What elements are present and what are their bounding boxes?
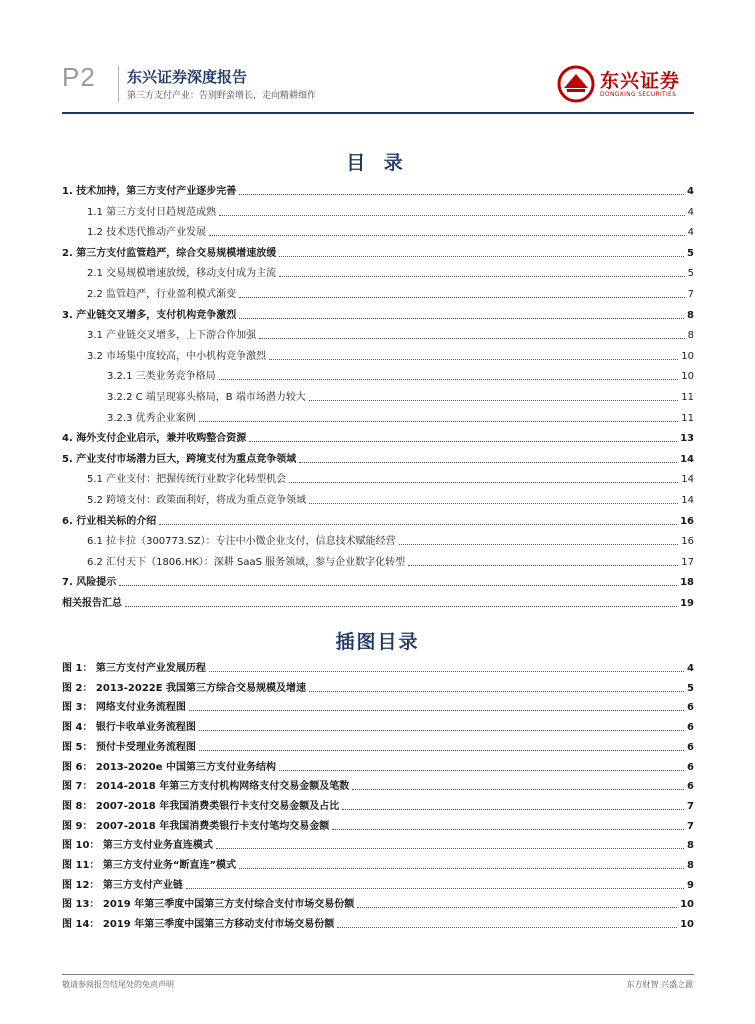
dot-leader	[216, 847, 684, 849]
toc-entry-page: 5	[687, 247, 694, 259]
company-logo	[556, 64, 706, 104]
toc-entry-label: 6. 行业相关标的介绍	[62, 515, 157, 527]
dot-leader	[309, 502, 678, 504]
toc-entry-label: 7. 风险提示	[62, 577, 117, 589]
report-subtitle: 第三方支付产业：告别野蛮增长，走向精耕细作	[127, 91, 317, 101]
figure-entry[interactable]	[62, 872, 694, 892]
figure-entry-page: 4	[687, 663, 694, 674]
toc-entry-page: 14	[680, 453, 694, 465]
dot-leader	[239, 317, 684, 319]
figure-entry[interactable]	[62, 694, 694, 714]
dot-leader	[337, 926, 677, 928]
figure-entry[interactable]	[62, 813, 694, 833]
dot-leader	[199, 729, 684, 731]
dot-leader	[279, 255, 684, 257]
toc-entry-page: 7	[687, 289, 694, 300]
figure-list-title: 插图目录	[335, 631, 420, 653]
dot-leader	[125, 605, 677, 607]
figure-entry-page: 9	[687, 879, 694, 891]
toc-entry-label: 3.2.3 优秀企业案例	[107, 412, 196, 424]
dot-leader	[249, 440, 677, 442]
figure-entry-label: 图 10： 第三方支付业务直连模式	[62, 840, 213, 852]
toc-entry-label: 6.1 拉卡拉（300773.SZ）：专注中小微企业支付，信息技术赋能经营	[87, 536, 396, 548]
toc-entry[interactable]	[87, 199, 694, 219]
footer-rule	[62, 974, 694, 975]
dot-leader	[209, 234, 685, 236]
toc-entry-label: 5. 产业支付市场潜力巨大，跨境支付为重点竞争领域	[62, 453, 297, 465]
figure-entry[interactable]	[62, 773, 694, 793]
toc-entry[interactable]	[87, 322, 694, 342]
figure-entry-page: 6	[687, 722, 694, 734]
toc-entry[interactable]	[87, 466, 694, 486]
figure-entry-page: 10	[680, 899, 694, 911]
toc-entry-label: 3.2.2 C 端呈现寡头格局，B 端市场潜力较大	[107, 392, 306, 403]
figure-entry-label: 图 1： 第三方支付产业发展历程	[62, 663, 206, 674]
toc-entry-label: 3.2.1 三类业务竞争格局	[107, 371, 216, 383]
dot-leader	[279, 769, 684, 771]
dot-leader	[159, 523, 677, 525]
dot-leader	[289, 481, 678, 483]
dot-leader	[199, 749, 684, 751]
toc-entry-label: 1.1 第三方支付日趋规范成熟	[87, 206, 217, 218]
toc-entry-page: 10	[681, 350, 694, 362]
footer-disclaimer: 敬请参阅报告结尾处的免责声明	[62, 980, 174, 989]
toc-entry-page: 16	[680, 515, 694, 527]
figure-entry[interactable]	[62, 911, 694, 931]
figure-entry-page: 6	[687, 702, 694, 714]
dot-leader	[342, 808, 684, 810]
figure-entry-label: 图 5： 预付卡受理业务流程图	[62, 741, 196, 753]
figure-entry-label: 图 11： 第三方支付业务“断直连”模式	[62, 860, 237, 871]
page-number: P2	[62, 62, 96, 92]
toc-entry[interactable]	[62, 178, 694, 198]
toc-entry[interactable]	[107, 405, 694, 425]
toc-entry[interactable]	[62, 446, 694, 466]
toc-entry-page: 18	[680, 577, 694, 589]
toc-entry-page: 4	[687, 227, 694, 239]
figure-entry[interactable]	[62, 891, 694, 911]
toc-entry-label: 4. 海外支付企业启示，兼并收购整合资源	[62, 433, 247, 445]
toc-entry-page: 11	[681, 412, 694, 424]
figure-entry[interactable]	[62, 714, 694, 734]
toc-entry-label: 2.1 交易规模增速放缓，移动支付成为主流	[87, 268, 277, 280]
toc-entry-page: 17	[681, 556, 694, 568]
figure-entry[interactable]	[62, 832, 694, 852]
toc-entry-page: 8	[687, 309, 694, 321]
figure-entry[interactable]	[62, 754, 694, 774]
toc-entry-page: 4	[687, 186, 694, 197]
toc-entry-page: 11	[681, 392, 694, 403]
toc-entry-label: 2.2 监管趋严，行业盈利模式渐变	[87, 289, 237, 300]
toc-entry-label: 1. 技术加持，第三方支付产业逐步完善	[62, 186, 237, 197]
toc-entry[interactable]	[87, 528, 694, 548]
toc-entry[interactable]	[62, 302, 694, 322]
dot-leader	[279, 275, 685, 277]
figure-entry-label: 图 8： 2007-2018 年我国消费类银行卡支付交易金额及占比	[62, 800, 340, 812]
dot-leader	[239, 193, 684, 195]
dot-leader	[189, 709, 684, 711]
dot-leader	[209, 670, 684, 672]
figure-entry[interactable]	[62, 734, 694, 754]
figure-entry-label: 图 7： 2014-2018 年第三方支付机构网络支付交易金额及笔数	[62, 781, 350, 793]
toc-entry-label: 3.1 产业链交叉增多，上下游合作加强	[87, 330, 257, 342]
dot-leader	[332, 828, 684, 830]
toc-entry-page: 5	[687, 268, 694, 280]
figure-entry-label: 图 14： 2019 年第三季度中国第三方移动支付市场交易份额	[62, 919, 335, 931]
figure-entry-page: 7	[687, 820, 694, 832]
toc-entry[interactable]	[87, 260, 694, 280]
figure-entry-label: 图 2： 2013-2022E 我国第三方综合交易规模及增速	[62, 682, 307, 694]
toc-entry[interactable]	[87, 219, 694, 239]
dot-leader	[357, 906, 677, 908]
dot-leader	[352, 788, 684, 790]
toc-entry-label: 3. 产业链交叉增多，支付机构竞争激烈	[62, 309, 237, 321]
toc-entry-page: 10	[681, 371, 694, 383]
figure-entry-page: 5	[687, 682, 694, 694]
header-rule	[62, 112, 694, 114]
figure-entry-label: 图 13： 2019 年第三季度中国第三方支付综合支付市场交易份额	[62, 899, 355, 911]
toc-entry[interactable]	[62, 508, 694, 528]
dot-leader	[408, 564, 678, 566]
logo-text-en: DONGXING SECURITIES	[600, 91, 677, 98]
figure-entry-label: 图 4： 银行卡收单业务流程图	[62, 722, 196, 734]
figure-entry-page: 8	[687, 860, 694, 871]
figure-entry-label: 图 12： 第三方支付产业链	[62, 879, 183, 891]
toc-entry-page: 13	[680, 433, 694, 445]
dot-leader	[239, 296, 685, 298]
dot-leader	[299, 461, 677, 463]
dot-leader	[199, 420, 679, 422]
toc-entry-page: 19	[680, 598, 694, 609]
footer-slogan: 东方财智 兴盛之源	[626, 980, 693, 989]
dot-leader	[239, 867, 684, 869]
toc-entry-label: 3.2 市场集中度较高，中小机构竞争激烈	[87, 350, 267, 362]
toc-entry-label: 相关报告汇总	[62, 598, 122, 609]
dot-leader	[219, 378, 679, 380]
figure-entry[interactable]	[62, 675, 694, 695]
toc-entry[interactable]	[87, 487, 694, 507]
figure-entry-page: 6	[687, 781, 694, 793]
logo-text-cn: 东兴证券	[600, 70, 681, 92]
logo-mark-icon	[556, 64, 596, 104]
toc-entry-label: 2. 第三方支付监管趋严，综合交易规模增速放缓	[62, 247, 277, 259]
toc-entry-page: 8	[687, 330, 694, 342]
toc-entry[interactable]	[62, 425, 694, 445]
toc-entry-label: 1.2 技术迭代推动产业发展	[87, 227, 207, 239]
dot-leader	[309, 690, 684, 692]
toc-entry[interactable]	[107, 384, 694, 404]
dot-leader	[219, 214, 685, 216]
figure-entry-page: 6	[687, 761, 694, 773]
dot-leader	[119, 584, 677, 586]
report-brand: 东兴证券深度报告	[127, 68, 248, 86]
dot-leader	[399, 543, 679, 545]
page-header	[0, 0, 755, 118]
toc-entry[interactable]	[87, 343, 694, 363]
figure-entry-page: 10	[680, 919, 694, 931]
toc-entry-label: 5.1 产业支付：把握传统行业数字化转型机会	[87, 474, 287, 486]
toc-entry-label: 5.2 跨境支付：政策面利好，将成为重点竞争领域	[87, 495, 307, 506]
figure-entry-page: 8	[687, 840, 694, 852]
toc-entry-page: 14	[681, 474, 694, 486]
figure-entry-label: 图 6： 2013-2020e 中国第三方支付业务结构	[62, 761, 276, 773]
figure-entry-label: 图 3： 网络支付业务流程图	[62, 702, 186, 714]
figure-entry[interactable]	[62, 655, 694, 675]
dot-leader	[269, 358, 678, 360]
dot-leader	[259, 337, 685, 339]
dot-leader	[186, 887, 684, 889]
toc-entry[interactable]	[87, 549, 694, 569]
figure-entry-page: 7	[687, 800, 694, 812]
toc-entry[interactable]	[62, 240, 694, 260]
toc-entry[interactable]	[107, 363, 694, 383]
toc-entry-page: 14	[681, 495, 694, 506]
figure-entry[interactable]	[62, 793, 694, 813]
figure-entry[interactable]	[62, 852, 694, 872]
header-divider	[118, 66, 119, 102]
toc-title: 目 录	[346, 152, 409, 174]
dot-leader	[309, 399, 678, 401]
figure-entry-label: 图 9： 2007-2018 年我国消费类银行卡支付笔均交易金额	[62, 820, 330, 832]
toc-entry-page: 4	[687, 206, 694, 218]
toc-entry-label: 6.2 汇付天下（1806.HK）：深耕 SaaS 服务领域，参与企业数字化转型	[87, 556, 406, 568]
toc-entry[interactable]	[62, 590, 694, 610]
toc-entry-page: 16	[681, 536, 694, 548]
toc-entry[interactable]	[87, 281, 694, 301]
toc-entry[interactable]	[62, 569, 694, 589]
figure-entry-page: 6	[687, 741, 694, 753]
